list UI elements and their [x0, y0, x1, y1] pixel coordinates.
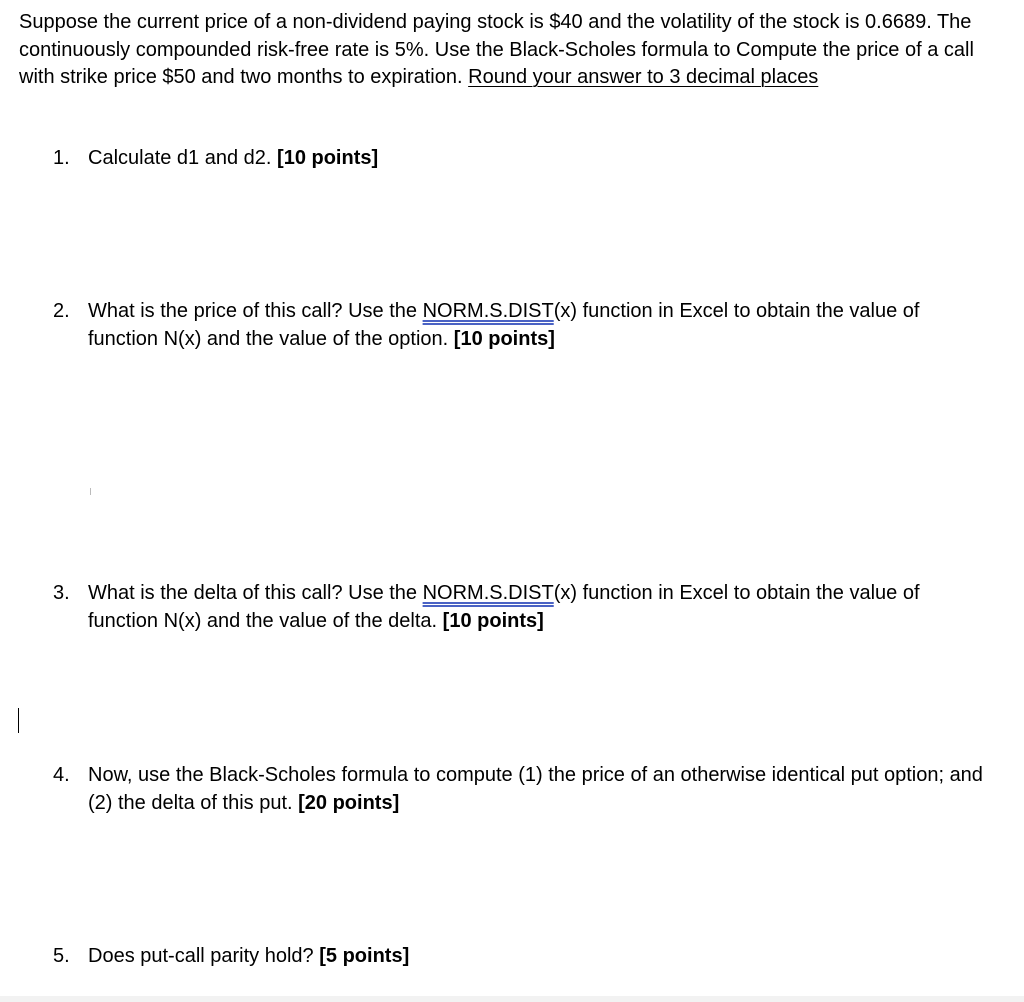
bottom-edge: [0, 996, 1024, 1002]
points-label: [5 points]: [319, 945, 410, 967]
question-number: 3.: [53, 582, 70, 604]
question-number: 1.: [53, 147, 70, 169]
points-label: [10 points]: [442, 610, 544, 632]
intro-text: Suppose the current price of a non-dividend paying stock is $40 and the volatility of the stock is 0.6689. The continuously compounded risk-free rate is 5%. Use the Black-Scholes formula to Compute the price of a call with strike price $50 and two months to expiration.: [19, 11, 974, 88]
question-text: Now, use the Black-Scholes formula to compute (1) the price of an otherwise identical put option; and (2) the delta of this put. [20 points]: [88, 764, 983, 814]
question-number: 2.: [53, 300, 70, 322]
question-text: Calculate d1 and d2. [10 points]: [88, 147, 379, 169]
question-text: Does put-call parity hold? [5 points]: [88, 945, 410, 967]
rounding-instruction: Round your answer to 3 decimal places: [468, 66, 819, 88]
norm-s-dist-link[interactable]: NORM.S.DIST: [422, 300, 554, 322]
question-text: What is the price of this call? Use the NORM.S.DIST(x) function in Excel to obtain the value of function N(x) and the value of the option. [10 points]: [88, 300, 920, 350]
stray-mark: [90, 488, 91, 495]
question-number: 4.: [53, 764, 70, 786]
question-number: 5.: [53, 945, 70, 967]
text-cursor: [18, 708, 19, 733]
points-label: [10 points]: [277, 147, 379, 169]
problem-intro: [19, 9, 1009, 92]
norm-s-dist-link[interactable]: NORM.S.DIST: [422, 582, 554, 604]
points-label: [20 points]: [298, 792, 400, 814]
question-text: What is the delta of this call? Use the NORM.S.DIST(x) function in Excel to obtain the value of function N(x) and the value of the delta. [10 points]: [88, 582, 920, 632]
points-label: [10 points]: [453, 328, 555, 350]
